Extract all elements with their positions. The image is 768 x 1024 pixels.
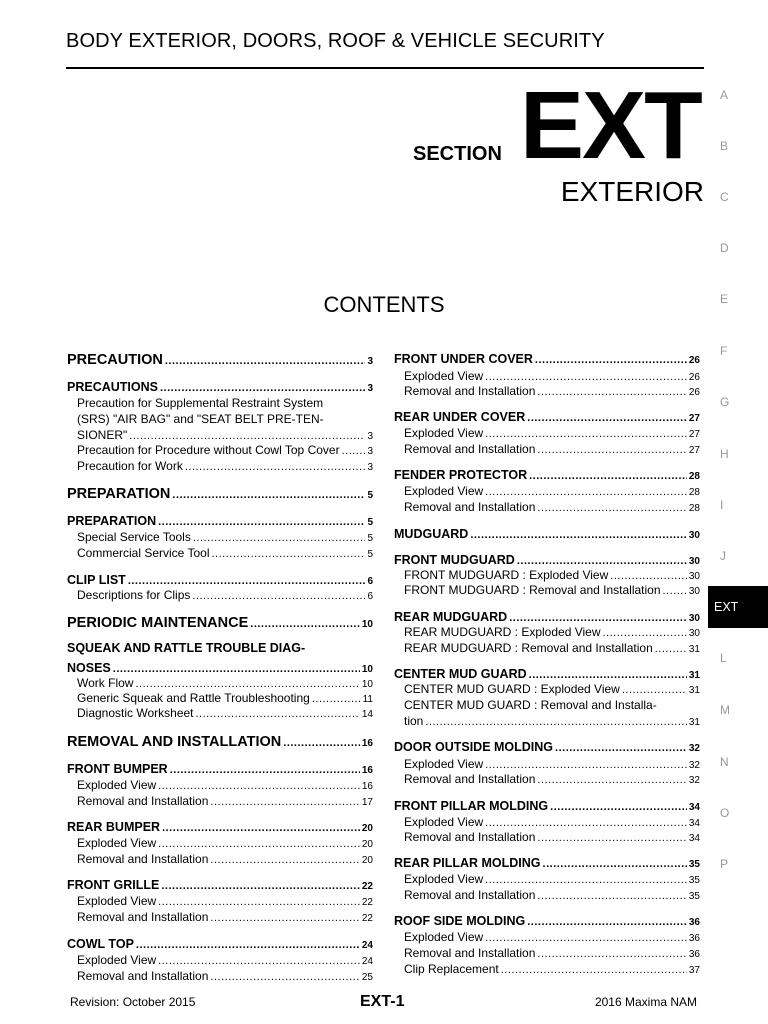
toc-entry-title: REAR MUDGUARD <box>394 610 508 624</box>
toc-leader-dots <box>196 708 360 720</box>
toc-entry[interactable] <box>67 661 373 675</box>
toc-entry[interactable] <box>67 641 373 655</box>
toc-entry-page: 37 <box>688 965 700 976</box>
toc-entry[interactable] <box>77 412 373 426</box>
toc-entry[interactable] <box>67 615 373 631</box>
toc-leader-dots <box>129 430 365 442</box>
toc-leader-dots <box>610 570 687 582</box>
toc-leader-dots <box>501 964 687 976</box>
toc-entry-title: DOOR OUTSIDE MOLDING <box>394 740 554 754</box>
toc-entry-page: 10 <box>361 679 373 690</box>
toc-entry-title: SQUEAK AND RATTLE TROUBLE DIAG- <box>67 641 306 655</box>
toc-leader-dots <box>161 880 360 892</box>
toc-entry-title: PRECAUTIONS <box>67 380 158 394</box>
toc-entry-title: REAR MUDGUARD : Removal and Installation <box>404 641 653 655</box>
toc-entry-title: MUDGUARD <box>394 527 469 541</box>
toc-entry-page: 6 <box>367 576 373 587</box>
toc-entry[interactable] <box>77 676 373 690</box>
toc-leader-dots <box>135 678 359 690</box>
toc-entry-page: 32 <box>688 775 700 786</box>
toc-entry-page: 24 <box>361 956 373 967</box>
toc-entry-title: REMOVAL AND INSTALLATION <box>67 734 282 750</box>
toc-entry-page: 5 <box>367 517 373 528</box>
toc-entry-page: 14 <box>361 709 373 720</box>
header-title: BODY EXTERIOR, DOORS, ROOF & VEHICLE SECURITY <box>66 30 605 52</box>
toc-entry[interactable] <box>77 459 373 473</box>
toc-entry-title: Exploded View <box>404 369 484 383</box>
toc-leader-dots <box>485 486 687 498</box>
toc-entry-page: 22 <box>361 897 373 908</box>
toc-leader-dots <box>158 780 360 792</box>
toc-leader-dots <box>470 529 687 541</box>
toc-entry-title: PRECAUTION <box>67 352 163 368</box>
toc-leader-dots <box>485 371 687 383</box>
toc-entry[interactable] <box>394 667 700 681</box>
toc-leader-dots <box>485 759 687 771</box>
toc-leader-dots <box>537 502 686 514</box>
toc-entry-page: 30 <box>688 571 700 582</box>
toc-entry[interactable] <box>404 698 700 712</box>
toc-entry-page: 30 <box>688 628 700 639</box>
toc-entry-page: 32 <box>688 743 700 754</box>
toc-entry-title: Exploded View <box>404 426 484 440</box>
toc-leader-dots <box>192 590 365 602</box>
toc-entry[interactable] <box>394 410 700 424</box>
toc-leader-dots <box>485 874 687 886</box>
toc-entry-title: REAR UNDER COVER <box>394 410 526 424</box>
toc-leader-dots <box>537 832 686 844</box>
toc-entry[interactable] <box>404 815 700 829</box>
toc-leader-dots <box>425 716 687 728</box>
toc-leader-dots <box>128 575 366 587</box>
toc-leader-dots <box>537 948 686 960</box>
toc-entry-page: 17 <box>361 797 373 808</box>
toc-entry[interactable] <box>67 820 373 834</box>
toc-entry-title: FRONT GRILLE <box>67 878 160 892</box>
toc-entry[interactable] <box>404 426 700 440</box>
toc-entry-title: Descriptions for Clips <box>77 588 191 602</box>
toc-entry[interactable] <box>77 546 373 560</box>
toc-entry-title: REAR PILLAR MOLDING <box>394 856 541 870</box>
toc-entry-title: FRONT BUMPER <box>67 762 168 776</box>
toc-entry-page: 30 <box>688 556 700 567</box>
toc-entry[interactable] <box>77 443 373 457</box>
toc-entry-page: 28 <box>688 503 700 514</box>
toc-leader-dots <box>113 663 360 675</box>
toc-entry-page: 16 <box>361 781 373 792</box>
toc-leader-dots <box>555 742 687 754</box>
toc-leader-dots <box>527 412 687 424</box>
toc-entry-title: Precaution for Supplemental Restraint System <box>77 396 324 410</box>
toc-entry[interactable] <box>404 583 700 597</box>
toc-entry[interactable] <box>77 852 373 866</box>
toc-entry-page: 27 <box>688 429 700 440</box>
toc-entry-title: Removal and Installation <box>77 910 209 924</box>
toc-entry-title: Exploded View <box>404 757 484 771</box>
toc-entry[interactable] <box>394 553 700 567</box>
toc-entry-page: 28 <box>688 487 700 498</box>
toc-entry-title: PREPARATION <box>67 486 171 502</box>
toc-leader-dots <box>529 669 687 681</box>
toc-entry-title: Removal and Installation <box>404 772 536 786</box>
toc-entry-title: CENTER MUD GUARD : Exploded View <box>404 682 620 696</box>
toc-entry[interactable] <box>77 969 373 983</box>
toc-entry[interactable] <box>404 442 700 456</box>
toc-entry-page: 36 <box>688 917 700 928</box>
toc-entry-page: 16 <box>361 738 373 749</box>
toc-entry-title: FRONT MUDGUARD : Removal and Installation <box>404 583 661 597</box>
toc-entry[interactable] <box>394 914 700 928</box>
toc-entry-page: 26 <box>688 387 700 398</box>
toc-entry-page: 10 <box>361 619 373 630</box>
section-label: SECTION <box>413 143 502 165</box>
toc-leader-dots <box>210 796 359 808</box>
toc-entry-title: Diagnostic Worksheet <box>77 706 194 720</box>
toc-leader-dots <box>165 355 366 367</box>
toc-entry-title: Exploded View <box>404 484 484 498</box>
toc-leader-dots <box>136 939 360 951</box>
toc-entry-title: Exploded View <box>404 930 484 944</box>
toc-entry-page: 30 <box>688 613 700 624</box>
footer-revision: Revision: October 2015 <box>70 995 196 1009</box>
toc-entry-page: 3 <box>367 356 373 367</box>
toc-entry-page: 26 <box>688 372 700 383</box>
toc-entry-page: 26 <box>688 355 700 366</box>
toc-leader-dots <box>170 764 360 776</box>
side-index-letter[interactable]: B <box>720 139 729 153</box>
toc-entry-title: CENTER MUD GUARD : Removal and Installa- <box>404 698 657 712</box>
header-rule <box>66 67 704 69</box>
toc-leader-dots <box>485 428 687 440</box>
toc-leader-dots <box>342 445 366 457</box>
toc-leader-dots <box>210 971 359 983</box>
side-index-active-tab[interactable]: EXT <box>708 586 768 628</box>
toc-entry-title: FRONT MUDGUARD <box>394 553 515 567</box>
toc-entry[interactable] <box>67 352 373 368</box>
toc-leader-dots <box>158 896 360 908</box>
side-index-letter[interactable]: O <box>720 806 730 820</box>
toc-entry-title: Work Flow <box>77 676 134 690</box>
toc-entry-title: Exploded View <box>77 836 157 850</box>
toc-entry[interactable] <box>404 946 700 960</box>
toc-entry-page: 36 <box>688 933 700 944</box>
section-name: EXTERIOR <box>560 176 704 207</box>
toc-entry[interactable] <box>394 799 700 813</box>
toc-entry[interactable] <box>404 888 700 902</box>
toc-entry-title: Exploded View <box>404 815 484 829</box>
toc-entry[interactable] <box>77 706 373 720</box>
toc-leader-dots <box>158 955 360 967</box>
toc-entry[interactable] <box>77 894 373 908</box>
toc-leader-dots <box>485 817 687 829</box>
toc-leader-dots <box>537 444 686 456</box>
toc-entry[interactable] <box>77 953 373 967</box>
toc-entry-title: NOSES <box>67 661 111 675</box>
toc-entry-page: 36 <box>688 949 700 960</box>
toc-entry-title: PREPARATION <box>67 514 157 528</box>
toc-entry-page: 32 <box>688 760 700 771</box>
toc-entry[interactable] <box>77 910 373 924</box>
toc-entry[interactable] <box>404 682 700 696</box>
toc-entry-page: 5 <box>367 533 373 544</box>
toc-entry-page: 35 <box>688 859 700 870</box>
toc-entry[interactable] <box>77 530 373 544</box>
footer-model: 2016 Maxima NAM <box>594 995 697 1009</box>
toc-leader-dots <box>172 489 365 501</box>
toc-entry-page: 22 <box>361 881 373 892</box>
toc-entry[interactable] <box>77 794 373 808</box>
toc-leader-dots <box>537 386 686 398</box>
toc-leader-dots <box>550 801 687 813</box>
toc-entry-title: Exploded View <box>77 953 157 967</box>
toc-entry-page: 31 <box>688 670 700 681</box>
toc-entry-page: 20 <box>361 823 373 834</box>
toc-entry[interactable] <box>394 740 700 754</box>
toc-entry-title: FRONT UNDER COVER <box>394 352 533 366</box>
toc-entry-title: ROOF SIDE MOLDING <box>394 914 526 928</box>
toc-entry[interactable] <box>394 352 700 366</box>
toc-leader-dots <box>193 532 366 544</box>
toc-entry-page: 30 <box>688 530 700 541</box>
toc-entry-title: Generic Squeak and Rattle Troubleshooting <box>77 691 310 705</box>
toc-entry[interactable] <box>404 714 700 728</box>
toc-entry-page: 3 <box>367 462 373 473</box>
toc-entry-title: Commercial Service Tool <box>77 546 210 560</box>
toc-entry[interactable] <box>404 384 700 398</box>
toc-leader-dots <box>160 382 365 394</box>
toc-entry[interactable] <box>67 937 373 951</box>
toc-entry[interactable] <box>67 380 373 394</box>
toc-entry[interactable] <box>77 428 373 442</box>
toc-entry-page: 3 <box>367 383 373 394</box>
toc-entry[interactable] <box>77 396 373 410</box>
toc-entry[interactable] <box>404 568 700 582</box>
toc-entry-title: Removal and Installation <box>404 946 536 960</box>
toc-entry-page: 24 <box>361 940 373 951</box>
toc-leader-dots <box>622 684 687 696</box>
side-index-letter[interactable]: I <box>720 498 724 512</box>
toc-entry-page: 5 <box>367 490 373 501</box>
side-index-letter[interactable]: L <box>720 651 727 665</box>
toc-entry-title: Removal and Installation <box>404 830 536 844</box>
toc-entry[interactable] <box>67 514 373 528</box>
toc-entry-title: Precaution for Work <box>77 459 183 473</box>
toc-entry-page: 31 <box>688 644 700 655</box>
side-index-letter[interactable]: H <box>720 447 729 461</box>
toc-leader-dots <box>529 470 687 482</box>
toc-entry[interactable] <box>67 573 373 587</box>
toc-entry[interactable] <box>404 872 700 886</box>
toc-leader-dots <box>509 612 687 624</box>
toc-entry-title: CLIP LIST <box>67 573 126 587</box>
toc-entry-page: 27 <box>688 413 700 424</box>
toc-entry[interactable] <box>404 369 700 383</box>
toc-entry-page: 11 <box>362 694 373 705</box>
toc-entry-title: Removal and Installation <box>404 442 536 456</box>
toc-leader-dots <box>543 858 687 870</box>
toc-entry[interactable] <box>67 878 373 892</box>
toc-leader-dots <box>210 854 359 866</box>
toc-entry-page: 20 <box>361 855 373 866</box>
toc-leader-dots <box>537 774 686 786</box>
toc-entry-title: FRONT PILLAR MOLDING <box>394 799 549 813</box>
side-index-letter[interactable]: D <box>720 241 729 255</box>
toc-entry-title: PERIODIC MAINTENANCE <box>67 615 249 631</box>
toc-entry-page: 31 <box>688 685 700 696</box>
toc-entry-page: 22 <box>361 913 373 924</box>
toc-entry-title: Clip Replacement <box>404 962 499 976</box>
toc-entry-page: 3 <box>367 431 373 442</box>
toc-entry[interactable] <box>394 468 700 482</box>
toc-entry[interactable] <box>394 856 700 870</box>
toc-entry-page: 35 <box>688 891 700 902</box>
toc-entry-title: REAR MUDGUARD : Exploded View <box>404 625 601 639</box>
toc-leader-dots <box>603 627 687 639</box>
toc-entry[interactable] <box>394 527 700 541</box>
toc-leader-dots <box>185 461 366 473</box>
toc-entry[interactable] <box>77 588 373 602</box>
toc-entry[interactable] <box>77 836 373 850</box>
toc-entry-page: 34 <box>688 833 700 844</box>
toc-entry-page: 27 <box>688 445 700 456</box>
toc-leader-dots <box>283 737 360 749</box>
toc-entry-title: Precaution for Procedure without Cowl Top Cover <box>77 443 340 457</box>
side-index-letter[interactable]: J <box>720 549 726 563</box>
toc-entry-page: 16 <box>361 765 373 776</box>
toc-entry[interactable] <box>67 734 373 750</box>
side-index-letter[interactable]: C <box>720 190 729 204</box>
footer-page-number: EXT-1 <box>360 993 405 1010</box>
toc-entry-title: Exploded View <box>77 894 157 908</box>
toc-entry-title: FENDER PROTECTOR <box>394 468 528 482</box>
side-index-letter[interactable]: P <box>720 857 729 871</box>
toc-entry-page: 6 <box>367 591 373 602</box>
toc-entry-title: Removal and Installation <box>77 852 209 866</box>
toc-entry-title: Removal and Installation <box>77 969 209 983</box>
toc-entry-title: REAR BUMPER <box>67 820 161 834</box>
toc-leader-dots <box>663 585 687 597</box>
toc-entry[interactable] <box>404 625 700 639</box>
toc-entry-page: 20 <box>361 839 373 850</box>
toc-entry-page: 10 <box>361 664 373 675</box>
toc-entry[interactable] <box>404 962 700 976</box>
toc-leader-dots <box>535 354 687 366</box>
contents-title: CONTENTS <box>323 292 445 317</box>
toc-leader-dots <box>212 548 366 560</box>
toc-entry-title: Removal and Installation <box>404 888 536 902</box>
toc-entry-title: Removal and Installation <box>77 794 209 808</box>
toc-entry-title: (SRS) "AIR BAG" and "SEAT BELT PRE-TEN- <box>77 412 324 426</box>
toc-entry[interactable] <box>77 778 373 792</box>
side-index-letter[interactable]: E <box>720 292 729 306</box>
toc-leader-dots <box>517 555 687 567</box>
toc-entry[interactable] <box>404 772 700 786</box>
side-index-letter[interactable]: N <box>720 755 729 769</box>
toc-entry[interactable] <box>394 610 700 624</box>
side-index-letter[interactable]: M <box>720 703 730 717</box>
toc-entry[interactable] <box>404 930 700 944</box>
side-index-letter[interactable]: A <box>720 88 729 102</box>
toc-leader-dots <box>527 916 687 928</box>
toc-entry-page: 28 <box>688 471 700 482</box>
toc-entry-page: 35 <box>688 875 700 886</box>
toc-entry-page: 34 <box>688 818 700 829</box>
toc-entry-page: 30 <box>688 586 700 597</box>
toc-entry[interactable] <box>404 641 700 655</box>
toc-entry-page: 25 <box>361 972 373 983</box>
toc-entry[interactable] <box>404 830 700 844</box>
toc-entry-title: Special Service Tools <box>77 530 191 544</box>
toc-entry[interactable] <box>77 691 373 705</box>
toc-leader-dots <box>158 838 360 850</box>
toc-entry-title: SIONER" <box>77 428 128 442</box>
toc-leader-dots <box>485 932 687 944</box>
side-index-letter[interactable]: F <box>720 344 728 358</box>
toc-entry[interactable] <box>67 486 373 502</box>
toc-entry-page: 3 <box>367 446 373 457</box>
toc-leader-dots <box>250 618 360 630</box>
toc-entry-title: tion <box>404 714 424 728</box>
toc-entry-title: COWL TOP <box>67 937 134 951</box>
toc-entry[interactable] <box>404 757 700 771</box>
toc-leader-dots <box>655 643 687 655</box>
toc-entry[interactable] <box>67 762 373 776</box>
toc-entry-title: Exploded View <box>77 778 157 792</box>
toc-entry-title: FRONT MUDGUARD : Exploded View <box>404 568 609 582</box>
side-index-letter[interactable]: G <box>720 395 730 409</box>
toc-entry[interactable] <box>404 484 700 498</box>
toc-leader-dots <box>312 693 361 705</box>
toc-leader-dots <box>537 890 686 902</box>
toc-leader-dots <box>158 516 365 528</box>
toc-entry-title: Exploded View <box>404 872 484 886</box>
section-code: EXT <box>520 72 701 179</box>
toc-leader-dots <box>210 912 359 924</box>
toc-entry-title: Removal and Installation <box>404 500 536 514</box>
toc-entry-title: Removal and Installation <box>404 384 536 398</box>
toc-entry[interactable] <box>404 500 700 514</box>
toc-leader-dots <box>162 822 360 834</box>
toc-entry-page: 34 <box>688 802 700 813</box>
toc-entry-page: 31 <box>688 717 700 728</box>
toc-entry-page: 5 <box>367 549 373 560</box>
toc-entry-title: CENTER MUD GUARD <box>394 667 527 681</box>
